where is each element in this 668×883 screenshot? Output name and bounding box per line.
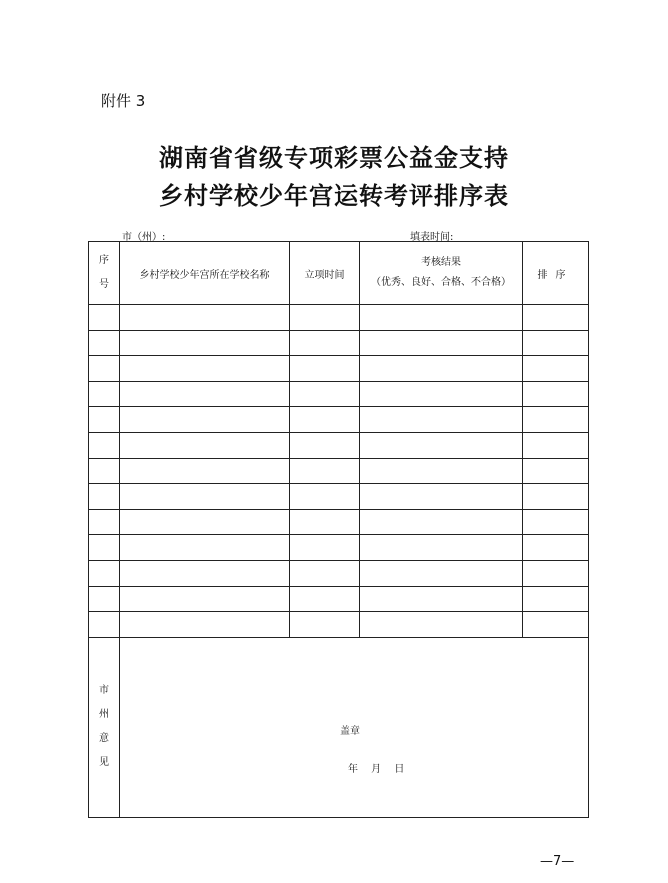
cell-established-time[interactable] (290, 305, 360, 331)
city-opinion-content[interactable] (120, 637, 589, 817)
cell-result[interactable] (360, 356, 523, 382)
document-title-line-2: 乡村学校少年宫运转考评排序表 (159, 181, 509, 210)
cell-result[interactable] (360, 381, 523, 407)
cell-established-time[interactable] (290, 407, 360, 433)
header-result-options: （优秀、良好、合格、不合格） (371, 277, 511, 288)
cell-rank[interactable] (523, 484, 589, 510)
header-result (360, 242, 523, 305)
cell-seq[interactable] (89, 509, 120, 535)
city-opinion-row (89, 637, 589, 817)
cell-seq[interactable] (89, 484, 120, 510)
opinion-label-char: 市 (99, 685, 109, 697)
page-number: —7— (540, 854, 575, 869)
cell-result[interactable] (360, 458, 523, 484)
cell-school-name[interactable] (120, 356, 290, 382)
cell-rank[interactable] (523, 509, 589, 535)
cell-seq[interactable] (89, 432, 120, 458)
cell-established-time[interactable] (290, 432, 360, 458)
cell-result[interactable] (360, 509, 523, 535)
table-row (89, 612, 589, 638)
city-opinion-label (89, 637, 120, 817)
cell-rank[interactable] (523, 560, 589, 586)
cell-school-name[interactable] (120, 535, 290, 561)
cell-school-name[interactable] (120, 407, 290, 433)
cell-established-time[interactable] (290, 586, 360, 612)
cell-school-name[interactable] (120, 560, 290, 586)
ranking-table (88, 241, 589, 818)
table-row (89, 381, 589, 407)
opinion-label-char: 见 (99, 757, 109, 769)
header-seq-line-1: 序 (99, 255, 109, 266)
cell-rank[interactable] (523, 432, 589, 458)
cell-school-name[interactable] (120, 509, 290, 535)
stamp-label: 盖章 (340, 725, 360, 737)
cell-result[interactable] (360, 535, 523, 561)
cell-rank[interactable] (523, 356, 589, 382)
table-row (89, 432, 589, 458)
header-school-name: 乡村学校少年宫所在学校名称 (120, 242, 290, 305)
table-row (89, 330, 589, 356)
cell-school-name[interactable] (120, 458, 290, 484)
cell-result[interactable] (360, 612, 523, 638)
cell-seq[interactable] (89, 356, 120, 382)
cell-seq[interactable] (89, 458, 120, 484)
cell-result[interactable] (360, 560, 523, 586)
cell-result[interactable] (360, 330, 523, 356)
cell-seq[interactable] (89, 330, 120, 356)
table-row (89, 484, 589, 510)
cell-result[interactable] (360, 484, 523, 510)
cell-school-name[interactable] (120, 484, 290, 510)
cell-result[interactable] (360, 305, 523, 331)
cell-rank[interactable] (523, 330, 589, 356)
table-row (89, 356, 589, 382)
fill-time-label: 填表时间: (410, 232, 454, 243)
cell-school-name[interactable] (120, 586, 290, 612)
cell-seq[interactable] (89, 586, 120, 612)
cell-school-name[interactable] (120, 381, 290, 407)
cell-school-name[interactable] (120, 612, 290, 638)
table-row (89, 407, 589, 433)
cell-rank[interactable] (523, 586, 589, 612)
document-title-line-1: 湖南省省级专项彩票公益金支持 (159, 143, 509, 172)
header-row (89, 242, 589, 305)
header-seq-line-2: 号 (99, 279, 109, 290)
header-result-title: 考核结果 (421, 257, 461, 268)
city-field-label: 市（州）: (122, 232, 166, 243)
cell-seq[interactable] (89, 612, 120, 638)
cell-established-time[interactable] (290, 612, 360, 638)
cell-rank[interactable] (523, 535, 589, 561)
cell-established-time[interactable] (290, 356, 360, 382)
table-row (89, 305, 589, 331)
cell-established-time[interactable] (290, 484, 360, 510)
cell-established-time[interactable] (290, 330, 360, 356)
cell-seq[interactable] (89, 305, 120, 331)
cell-seq[interactable] (89, 381, 120, 407)
cell-established-time[interactable] (290, 381, 360, 407)
cell-seq[interactable] (89, 407, 120, 433)
cell-seq[interactable] (89, 535, 120, 561)
cell-result[interactable] (360, 432, 523, 458)
cell-school-name[interactable] (120, 305, 290, 331)
date-label: 年 月 日 (348, 763, 405, 775)
cell-established-time[interactable] (290, 560, 360, 586)
cell-rank[interactable] (523, 407, 589, 433)
table-row (89, 586, 589, 612)
cell-school-name[interactable] (120, 330, 290, 356)
cell-established-time[interactable] (290, 509, 360, 535)
cell-seq[interactable] (89, 560, 120, 586)
header-rank: 排序 (523, 242, 589, 305)
cell-rank[interactable] (523, 612, 589, 638)
cell-established-time[interactable] (290, 535, 360, 561)
table-row (89, 560, 589, 586)
table-row (89, 535, 589, 561)
attachment-label: 附件 3 (101, 92, 146, 110)
cell-rank[interactable] (523, 305, 589, 331)
header-established-time: 立项时间 (290, 242, 360, 305)
cell-rank[interactable] (523, 458, 589, 484)
header-seq (89, 242, 120, 305)
cell-school-name[interactable] (120, 432, 290, 458)
opinion-label-char: 州 (99, 709, 109, 721)
cell-rank[interactable] (523, 381, 589, 407)
table-row (89, 458, 589, 484)
cell-result[interactable] (360, 407, 523, 433)
cell-result[interactable] (360, 586, 523, 612)
opinion-label-char: 意 (99, 733, 109, 745)
table-row (89, 509, 589, 535)
cell-established-time[interactable] (290, 458, 360, 484)
